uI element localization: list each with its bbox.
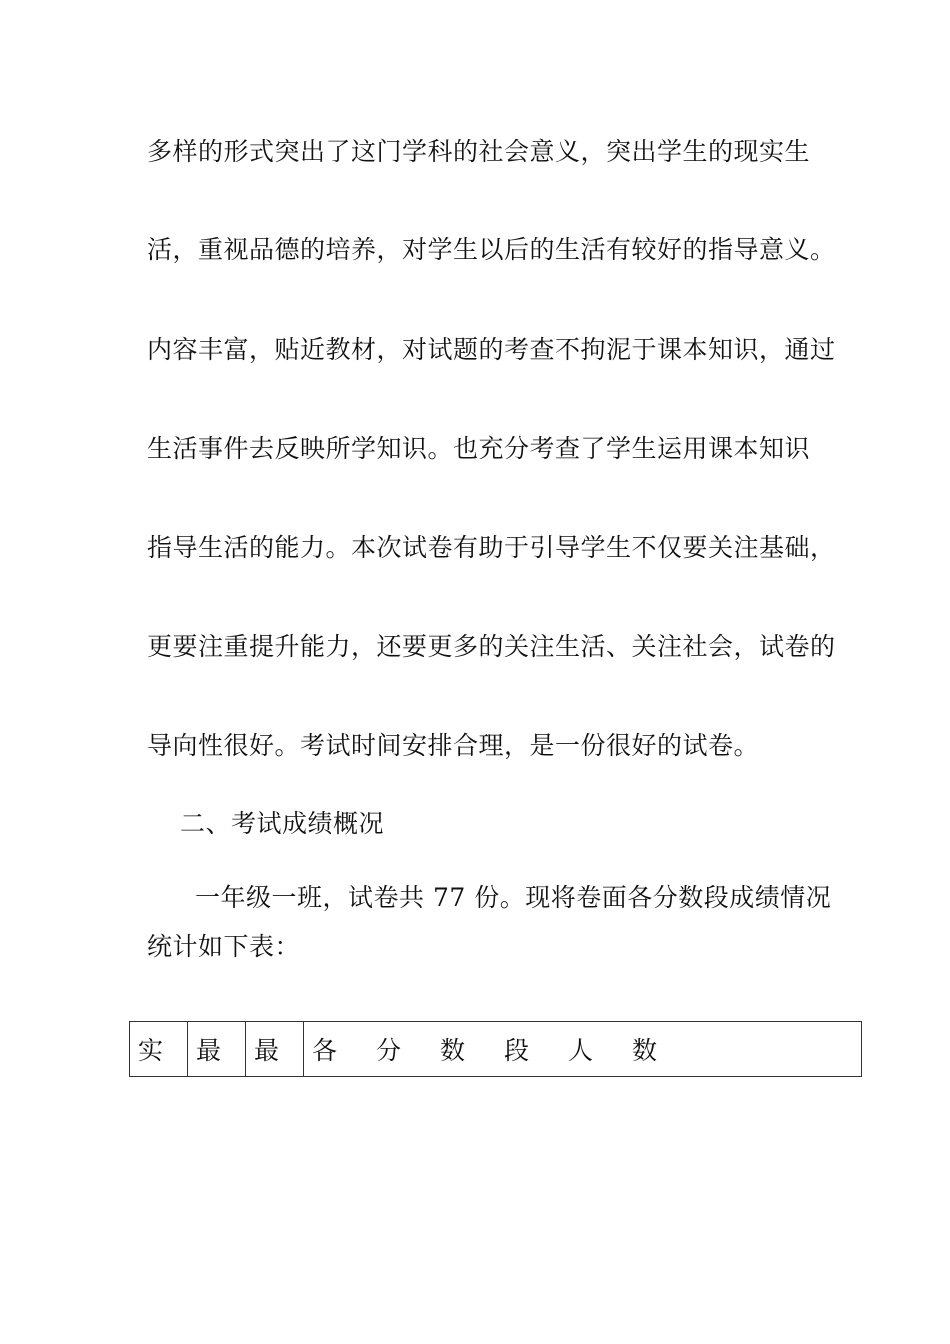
- table-header-cell-1: 实: [130, 1022, 188, 1077]
- paragraph-line-2: 活，重视品德的培养，对学生以后的生活有较好的指导意义。: [147, 235, 836, 264]
- table-header-cell-2: 最: [188, 1022, 246, 1077]
- paragraph-line-3: 内容丰富，贴近教材，对试题的考查不拘泥于课本知识，通过: [147, 335, 836, 364]
- group-header-char-1: 各: [312, 1036, 338, 1065]
- group-header-char-3: 数: [440, 1036, 466, 1065]
- group-header-char-4: 段: [504, 1036, 530, 1065]
- intro-line-2: 统计如下表：: [147, 932, 301, 961]
- table-header-cell-3: 最: [246, 1022, 304, 1077]
- group-header-char-2: 分: [376, 1036, 402, 1065]
- paragraph-line-1: 多样的形式突出了这门学科的社会意义，突出学生的现实生: [147, 137, 811, 166]
- paragraph-line-6: 更要注重提升能力，还要更多的关注生活、关注社会，试卷的: [147, 632, 836, 661]
- table-header-group-cell: [304, 1022, 862, 1077]
- paragraph-line-7: 导向性很好。考试时间安排合理，是一份很好的试卷。: [147, 731, 760, 760]
- paragraph-line-5: 指导生活的能力。本次试卷有助于引导学生不仅要关注基础，: [147, 533, 836, 562]
- section-heading: 二、考试成绩概况: [180, 809, 385, 838]
- intro-line-1: 一年级一班，试卷共 77 份。现将卷面各分数段成绩情况: [195, 883, 832, 912]
- score-table: [129, 1021, 862, 1077]
- group-header-char-6: 数: [632, 1036, 658, 1065]
- paragraph-line-4: 生活事件去反映所学知识。也充分考查了学生运用课本知识: [147, 434, 811, 463]
- group-header-char-5: 人: [568, 1036, 594, 1065]
- table-header-row: [130, 1022, 862, 1077]
